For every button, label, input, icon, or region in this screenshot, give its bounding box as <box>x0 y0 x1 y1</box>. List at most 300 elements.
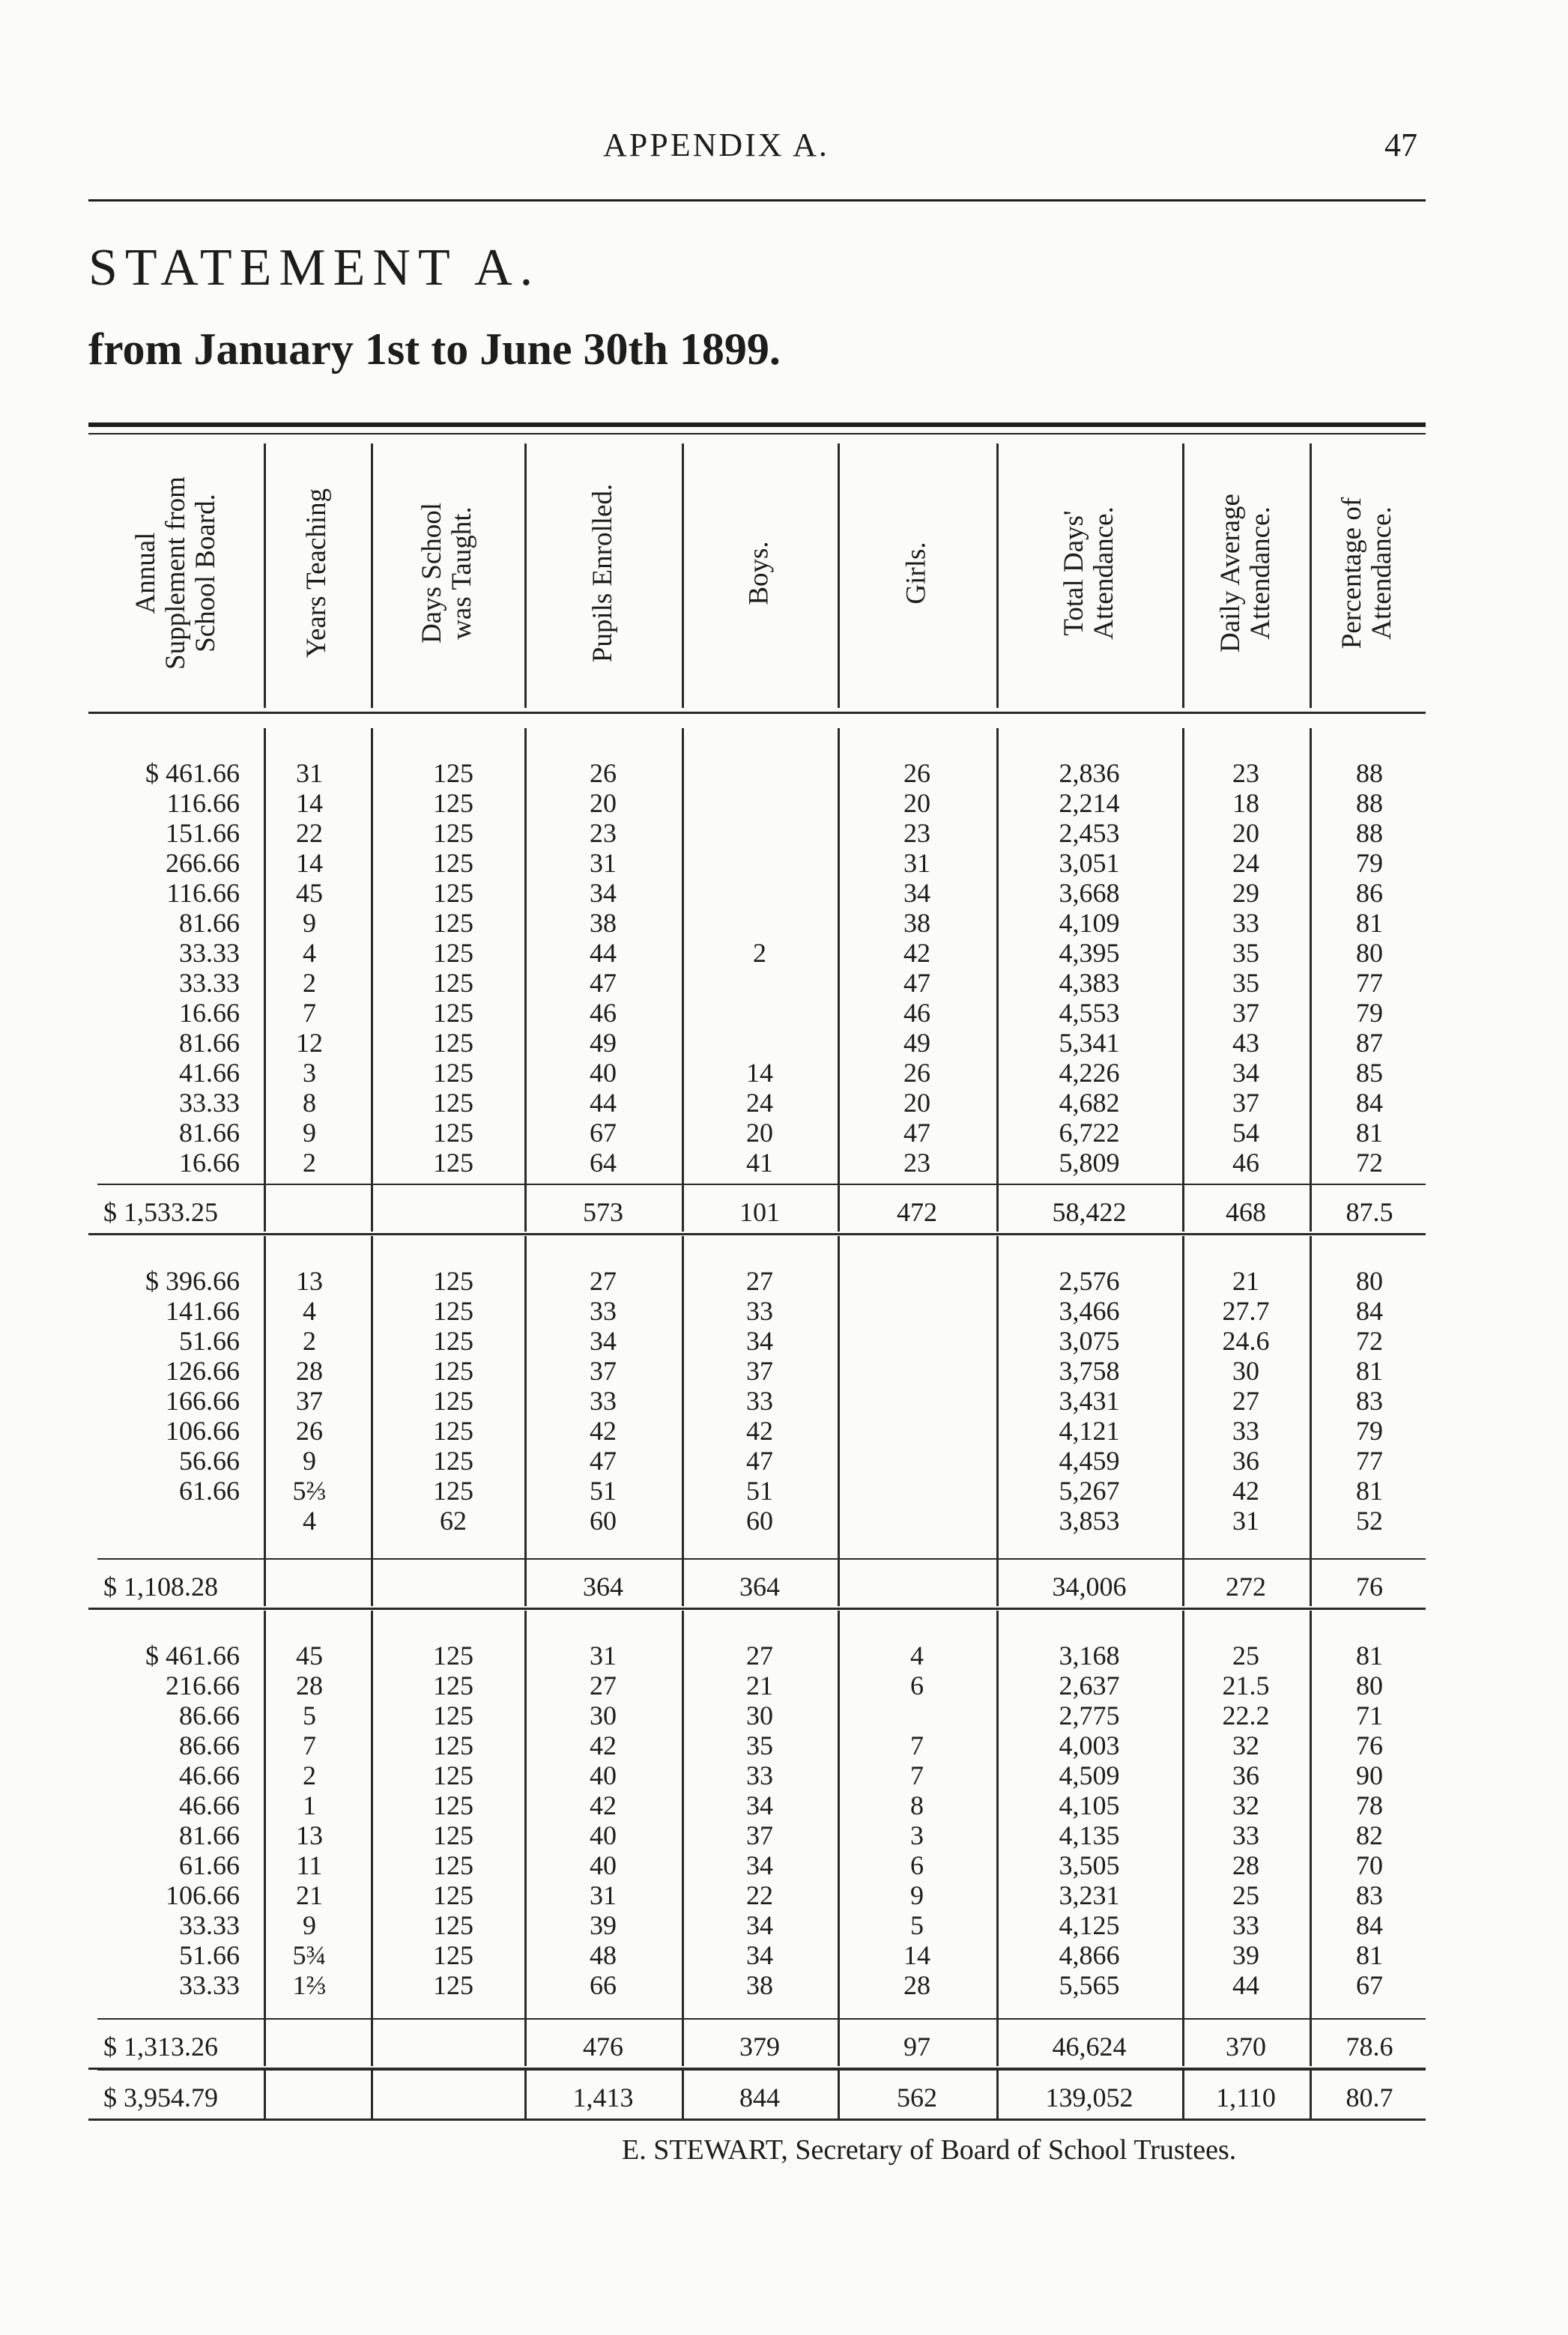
group-total-percentage: 78.6 <box>1345 2032 1393 2062</box>
group-total-supplement: $ 1,108.28 <box>103 1572 218 1602</box>
table-cell: 38 <box>590 908 617 938</box>
table-cell: 5 <box>910 1910 924 1940</box>
column-divider <box>682 443 684 708</box>
table-cell: 216.66 <box>166 1671 240 1700</box>
table-cell: 33.33 <box>179 1910 240 1940</box>
table-cell: 23 <box>1232 758 1259 788</box>
group-total-daily-average: 370 <box>1226 2032 1266 2062</box>
table-cell: 14 <box>903 1940 930 1970</box>
table-cell: 4,459 <box>1059 1446 1120 1476</box>
group-total-daily-average: 272 <box>1226 1572 1266 1602</box>
table-cell: 67 <box>1356 1970 1383 2000</box>
table-cell: 61.66 <box>179 1850 240 1880</box>
table-cell: 67 <box>590 1118 617 1148</box>
table-rule <box>97 1558 1426 1560</box>
table-cell: 20 <box>746 1118 773 1148</box>
column-divider <box>371 728 373 1232</box>
table-cell: 60 <box>746 1506 773 1536</box>
table-cell: 9 <box>303 1446 316 1476</box>
page-number: 47 <box>1384 127 1417 163</box>
group-total-boys: 101 <box>739 1197 780 1227</box>
table-cell: 42 <box>590 1790 617 1820</box>
table-cell: 51.66 <box>179 1940 240 1970</box>
table-cell: 27 <box>746 1266 773 1296</box>
table-cell: 30 <box>590 1700 617 1730</box>
table-cell: 30 <box>1232 1356 1259 1386</box>
table-cell: 80 <box>1356 938 1383 968</box>
table-cell: 3,853 <box>1059 1506 1120 1536</box>
table-cell: 72 <box>1356 1148 1383 1178</box>
table-cell: 34 <box>746 1790 773 1820</box>
table-cell: 4 <box>303 1506 316 1536</box>
table-cell: 41.66 <box>179 1058 240 1088</box>
table-cell: 3,758 <box>1059 1356 1120 1386</box>
table-cell: 56.66 <box>179 1446 240 1476</box>
table-cell: 84 <box>1356 1910 1383 1940</box>
table-rule <box>88 2119 1426 2121</box>
table-cell: 125 <box>433 758 473 788</box>
table-cell: 81.66 <box>179 908 240 938</box>
table-cell: 33.33 <box>179 968 240 998</box>
table-cell: 8 <box>910 1790 924 1820</box>
table-cell: 86.66 <box>179 1730 240 1760</box>
table-cell: 33.33 <box>179 1088 240 1118</box>
table-cell: 4,509 <box>1059 1760 1120 1790</box>
column-divider <box>996 728 999 1232</box>
table-cell: 26 <box>590 758 617 788</box>
table-cell: 2 <box>303 1148 316 1178</box>
table-cell: 125 <box>433 998 473 1028</box>
table-cell: 49 <box>590 1028 617 1058</box>
table-cell: 39 <box>590 1910 617 1940</box>
group-total-girls: 97 <box>903 2032 930 2062</box>
table-cell: 4,226 <box>1059 1058 1120 1088</box>
table-cell: 30 <box>746 1700 773 1730</box>
table-cell: 40 <box>590 1850 617 1880</box>
table-rule <box>97 2018 1426 2020</box>
table-cell: 79 <box>1356 998 1383 1028</box>
table-cell: 2,453 <box>1059 818 1120 848</box>
grand-total-supplement: $ 3,954.79 <box>103 2083 218 2113</box>
column-divider <box>1310 443 1312 708</box>
column-divider <box>371 443 373 708</box>
table-cell: 4 <box>303 1296 316 1326</box>
table-cell: 20 <box>903 1088 930 1118</box>
column-header-label: Pupils Enrolled. <box>587 483 619 663</box>
table-cell: 7 <box>910 1760 924 1790</box>
statement-title: STATEMENT A. <box>88 239 541 297</box>
table-cell: 36 <box>1232 1446 1259 1476</box>
column-divider <box>838 728 840 1232</box>
table-cell: 27 <box>746 1641 773 1671</box>
table-cell: 31 <box>1232 1506 1259 1536</box>
column-divider <box>682 1236 684 1606</box>
table-cell: 35 <box>1232 968 1259 998</box>
table-cell: 81.66 <box>179 1118 240 1148</box>
table-cell: 26 <box>903 1058 930 1088</box>
group-total-pupils-enrolled: 364 <box>583 1572 623 1602</box>
table-cell: 33 <box>590 1296 617 1326</box>
table-cell: 61.66 <box>179 1476 240 1506</box>
column-divider <box>264 728 266 1232</box>
table-cell: 12 <box>296 1028 323 1058</box>
column-divider <box>524 1611 527 2066</box>
table-cell: 3,505 <box>1059 1850 1120 1880</box>
table-cell <box>682 968 838 998</box>
table-cell: 125 <box>433 878 473 908</box>
table-cell: 36 <box>1232 1760 1259 1790</box>
column-pupils-enrolled <box>524 1266 682 1536</box>
grand-total-daily-average: 1,110 <box>1216 2083 1276 2113</box>
table-cell: 51 <box>590 1476 617 1506</box>
table-cell: 81 <box>1356 1356 1383 1386</box>
table-cell <box>682 998 838 1028</box>
column-divider <box>264 443 266 708</box>
table-cell: 24 <box>1232 848 1259 878</box>
table-cell: 28 <box>1232 1850 1259 1880</box>
column-divider <box>264 1236 266 1606</box>
table-cell: 27 <box>590 1266 617 1296</box>
group-total-total-days-attendance: 34,006 <box>1052 1572 1127 1602</box>
signature: E. STEWART, Secretary of Board of School Trustees. <box>622 2134 1237 2166</box>
group-total-supplement: $ 1,313.26 <box>103 2032 218 2062</box>
table-cell: 88 <box>1356 758 1383 788</box>
table-cell: 51.66 <box>179 1326 240 1356</box>
table-cell: 3,231 <box>1059 1880 1120 1910</box>
table-cell: 4 <box>910 1641 924 1671</box>
table-top-rule-thin <box>88 433 1426 434</box>
column-divider <box>371 1611 373 2066</box>
table-cell: 125 <box>433 1058 473 1088</box>
table-cell: 14 <box>296 848 323 878</box>
table-cell: 77 <box>1356 1446 1383 1476</box>
table-cell: 20 <box>590 788 617 818</box>
table-cell: 39 <box>1232 1940 1259 1970</box>
table-cell <box>838 1700 996 1730</box>
table-cell: 47 <box>903 1118 930 1148</box>
table-cell <box>838 1476 996 1506</box>
table-cell: 28 <box>296 1356 323 1386</box>
table-cell: 22 <box>296 818 323 848</box>
table-cell: 28 <box>903 1970 930 2000</box>
column-girls <box>838 758 996 1178</box>
table-cell: 2,576 <box>1059 1266 1120 1296</box>
table-cell: 34 <box>746 1326 773 1356</box>
table-cell: 37 <box>746 1820 773 1850</box>
table-cell: 125 <box>433 848 473 878</box>
table-cell: 24.6 <box>1222 1326 1270 1356</box>
column-total-days-attendance <box>996 1641 1182 2000</box>
table-cell: 2,637 <box>1059 1671 1120 1700</box>
table-cell: 31 <box>296 758 323 788</box>
table-cell: 16.66 <box>179 1148 240 1178</box>
grand-total-percentage: 80.7 <box>1345 2083 1393 2113</box>
group-total-percentage: 87.5 <box>1345 1197 1393 1227</box>
table-cell: 6 <box>910 1850 924 1880</box>
table-cell: 9 <box>303 908 316 938</box>
table-cell: 76 <box>1356 1730 1383 1760</box>
table-rule <box>88 1233 1426 1235</box>
table-cell: 7 <box>910 1730 924 1760</box>
table-cell: 9 <box>910 1880 924 1910</box>
column-years-teaching <box>268 1266 351 1536</box>
column-divider <box>1310 1611 1312 2066</box>
column-header-supplement <box>88 442 264 704</box>
table-cell: 166.66 <box>166 1386 240 1416</box>
table-cell: 22.2 <box>1222 1700 1270 1730</box>
table-cell: 23 <box>903 818 930 848</box>
table-cell: 28 <box>296 1671 323 1700</box>
table-cell: 88 <box>1356 788 1383 818</box>
column-girls <box>838 1641 996 2000</box>
table-cell: 26 <box>903 758 930 788</box>
table-cell: 42 <box>590 1730 617 1760</box>
table-cell: 78 <box>1356 1790 1383 1820</box>
table-cell: 5,809 <box>1059 1148 1120 1178</box>
table-cell <box>682 878 838 908</box>
column-divider <box>682 1611 684 2066</box>
column-header-total-days-attendance <box>996 442 1182 704</box>
table-cell: 2,214 <box>1059 788 1120 818</box>
column-divider <box>524 728 527 1232</box>
table-cell: 4,105 <box>1059 1790 1120 1820</box>
group-total-pupils-enrolled: 476 <box>583 2032 623 2062</box>
table-cell: 34 <box>746 1850 773 1880</box>
table-cell: 33 <box>1232 1416 1259 1446</box>
column-percentage <box>1310 1641 1429 2000</box>
table-cell: 42 <box>590 1416 617 1446</box>
table-cell: 125 <box>433 1760 473 1790</box>
column-header-label: Total Days' Attendance. <box>1058 506 1119 640</box>
column-divider <box>996 443 999 708</box>
table-cell: 35 <box>1232 938 1259 968</box>
table-cell: 47 <box>590 968 617 998</box>
running-head: APPENDIX A. <box>603 127 829 163</box>
table-cell <box>838 1296 996 1326</box>
table-cell: 43 <box>1232 1028 1259 1058</box>
table-cell: 106.66 <box>166 1880 240 1910</box>
table-cell: 14 <box>296 788 323 818</box>
table-cell: 29 <box>1232 878 1259 908</box>
column-header-label: Annual Supplement from School Board. <box>130 476 221 670</box>
column-divider <box>996 1611 999 2066</box>
table-cell: 27 <box>590 1671 617 1700</box>
table-cell: 2 <box>753 938 766 968</box>
column-header-label: Girls. <box>901 542 932 605</box>
table-cell: 70 <box>1356 1850 1383 1880</box>
table-cell: 125 <box>433 1446 473 1476</box>
table-cell: 40 <box>590 1760 617 1790</box>
table-cell: 8 <box>303 1088 316 1118</box>
table-cell: 31 <box>903 848 930 878</box>
table-cell: 3 <box>910 1820 924 1850</box>
table-cell <box>838 1446 996 1476</box>
table-cell: 22 <box>746 1880 773 1910</box>
table-cell: 7 <box>303 998 316 1028</box>
table-cell: 60 <box>590 1506 617 1536</box>
table-cell: 34 <box>590 1326 617 1356</box>
column-supplement <box>97 1266 240 1536</box>
header-rule <box>88 199 1426 202</box>
column-percentage <box>1310 1266 1429 1536</box>
column-days-taught <box>375 1641 532 2000</box>
table-cell: 9 <box>303 1118 316 1148</box>
table-cell: 20 <box>903 788 930 818</box>
table-cell: 125 <box>433 1671 473 1700</box>
table-cell: 21 <box>746 1671 773 1700</box>
table-cell: 54 <box>1232 1118 1259 1148</box>
table-cell: 2 <box>303 1760 316 1790</box>
table-cell: 7 <box>303 1730 316 1760</box>
table-cell: 4,682 <box>1059 1088 1120 1118</box>
table-rule <box>97 2069 1426 2071</box>
statement-subtitle: from January 1st to June 30th 1899. <box>88 324 781 374</box>
table-cell: 3,051 <box>1059 848 1120 878</box>
table-cell <box>682 818 838 848</box>
table-cell: 125 <box>433 968 473 998</box>
table-cell: 3 <box>303 1058 316 1088</box>
table-cell: 81 <box>1356 1118 1383 1148</box>
column-divider <box>1310 1236 1312 1606</box>
column-days-taught <box>375 1266 532 1536</box>
table-cell: 41 <box>746 1148 773 1178</box>
table-cell: 9 <box>303 1910 316 1940</box>
column-divider <box>264 1611 266 2066</box>
table-cell: 21 <box>296 1880 323 1910</box>
table-cell: 125 <box>433 1970 473 2000</box>
table-cell: 83 <box>1356 1386 1383 1416</box>
table-cell: 125 <box>433 1356 473 1386</box>
column-total-days-attendance <box>996 1266 1182 1536</box>
table-cell: 151.66 <box>166 818 240 848</box>
grand-total-pupils-enrolled: 1,413 <box>572 2083 634 2113</box>
table-cell: 125 <box>433 1730 473 1760</box>
column-divider <box>371 1236 373 1606</box>
column-divider <box>1182 1236 1184 1606</box>
table-cell: 1 <box>303 1790 316 1820</box>
column-header-daily-average <box>1182 442 1310 704</box>
column-header-pupils-enrolled <box>524 442 682 704</box>
table-cell: 33 <box>590 1386 617 1416</box>
table-cell: 11 <box>296 1850 323 1880</box>
column-divider <box>838 1236 840 1606</box>
table-cell: 27.7 <box>1222 1296 1270 1326</box>
table-cell: 86.66 <box>179 1700 240 1730</box>
table-cell: 125 <box>433 1118 473 1148</box>
table-cell: 116.66 <box>166 878 240 908</box>
table-cell: 16.66 <box>179 998 240 1028</box>
table-rule <box>88 1608 1426 1610</box>
table-cell: 46.66 <box>179 1760 240 1790</box>
group-total-total-days-attendance: 46,624 <box>1052 2032 1127 2062</box>
table-cell: 66 <box>590 1970 617 2000</box>
table-cell: 4,553 <box>1059 998 1120 1028</box>
table-cell: 33 <box>1232 1910 1259 1940</box>
column-supplement <box>97 1641 240 2000</box>
table-cell: 23 <box>590 818 617 848</box>
table-cell: 125 <box>433 1416 473 1446</box>
table-cell: 38 <box>903 908 930 938</box>
table-cell: 33 <box>1232 908 1259 938</box>
table-cell: 32 <box>1232 1790 1259 1820</box>
table-cell: 18 <box>1232 788 1259 818</box>
table-cell: 82 <box>1356 1820 1383 1850</box>
table-cell: 4,003 <box>1059 1730 1120 1760</box>
table-cell: 2 <box>303 1326 316 1356</box>
column-years-teaching <box>268 1641 351 2000</box>
table-cell: 42 <box>1232 1476 1259 1506</box>
table-cell <box>838 1506 996 1536</box>
column-daily-average <box>1182 758 1310 1178</box>
group-total-daily-average: 468 <box>1226 1197 1266 1227</box>
table-cell: 3,431 <box>1059 1386 1120 1416</box>
table-cell: 3,668 <box>1059 878 1120 908</box>
table-cell: 84 <box>1356 1088 1383 1118</box>
table-cell: 37 <box>1232 998 1259 1028</box>
table-cell: 80 <box>1356 1266 1383 1296</box>
table-cell: 4,866 <box>1059 1940 1120 1970</box>
column-divider <box>524 1236 527 1606</box>
table-cell: 37 <box>590 1356 617 1386</box>
group-total-girls: 472 <box>897 1197 937 1227</box>
table-cell: 85 <box>1356 1058 1383 1088</box>
table-cell: 5 <box>303 1700 316 1730</box>
table-cell: 45 <box>296 878 323 908</box>
table-cell: 83 <box>1356 1880 1383 1910</box>
table-cell <box>838 1266 996 1296</box>
table-cell: 81.66 <box>179 1028 240 1058</box>
table-cell: 44 <box>590 1088 617 1118</box>
table-cell: 125 <box>433 1386 473 1416</box>
table-cell: 33 <box>746 1296 773 1326</box>
table-cell: 266.66 <box>166 848 240 878</box>
table-cell: 24 <box>746 1088 773 1118</box>
table-cell: 37 <box>1232 1088 1259 1118</box>
table-cell: 34 <box>903 878 930 908</box>
table-cell: 33 <box>746 1760 773 1790</box>
column-supplement <box>97 758 240 1178</box>
table-cell: 125 <box>433 1266 473 1296</box>
column-header-boys <box>682 442 838 704</box>
table-cell: 106.66 <box>166 1416 240 1446</box>
table-cell: 72 <box>1356 1326 1383 1356</box>
table-rule <box>88 712 1426 714</box>
group-total-boys: 379 <box>739 2032 780 2062</box>
table-cell <box>838 1416 996 1446</box>
column-pupils-enrolled <box>524 758 682 1178</box>
table-cell: 2,775 <box>1059 1700 1120 1730</box>
table-cell: 125 <box>433 788 473 818</box>
table-cell: 4,121 <box>1059 1416 1120 1446</box>
table-cell: 27 <box>1232 1386 1259 1416</box>
column-header-label: Days School was Taught. <box>417 502 478 644</box>
table-cell: 6,722 <box>1059 1118 1120 1148</box>
table-cell: 38 <box>746 1970 773 2000</box>
table-cell: 52 <box>1356 1506 1383 1536</box>
table-cell: 125 <box>433 1476 473 1506</box>
table-cell: 44 <box>590 938 617 968</box>
table-cell: 5,267 <box>1059 1476 1120 1506</box>
table-cell: 6 <box>910 1671 924 1700</box>
table-cell: 46 <box>903 998 930 1028</box>
table-cell: 4,135 <box>1059 1820 1120 1850</box>
table-cell: 125 <box>433 1148 473 1178</box>
table-cell: 47 <box>903 968 930 998</box>
table-cell: 31 <box>590 1880 617 1910</box>
table-cell: 23 <box>903 1148 930 1178</box>
column-header-label: Percentage of Attendance. <box>1337 497 1398 649</box>
table-cell: 34 <box>590 878 617 908</box>
